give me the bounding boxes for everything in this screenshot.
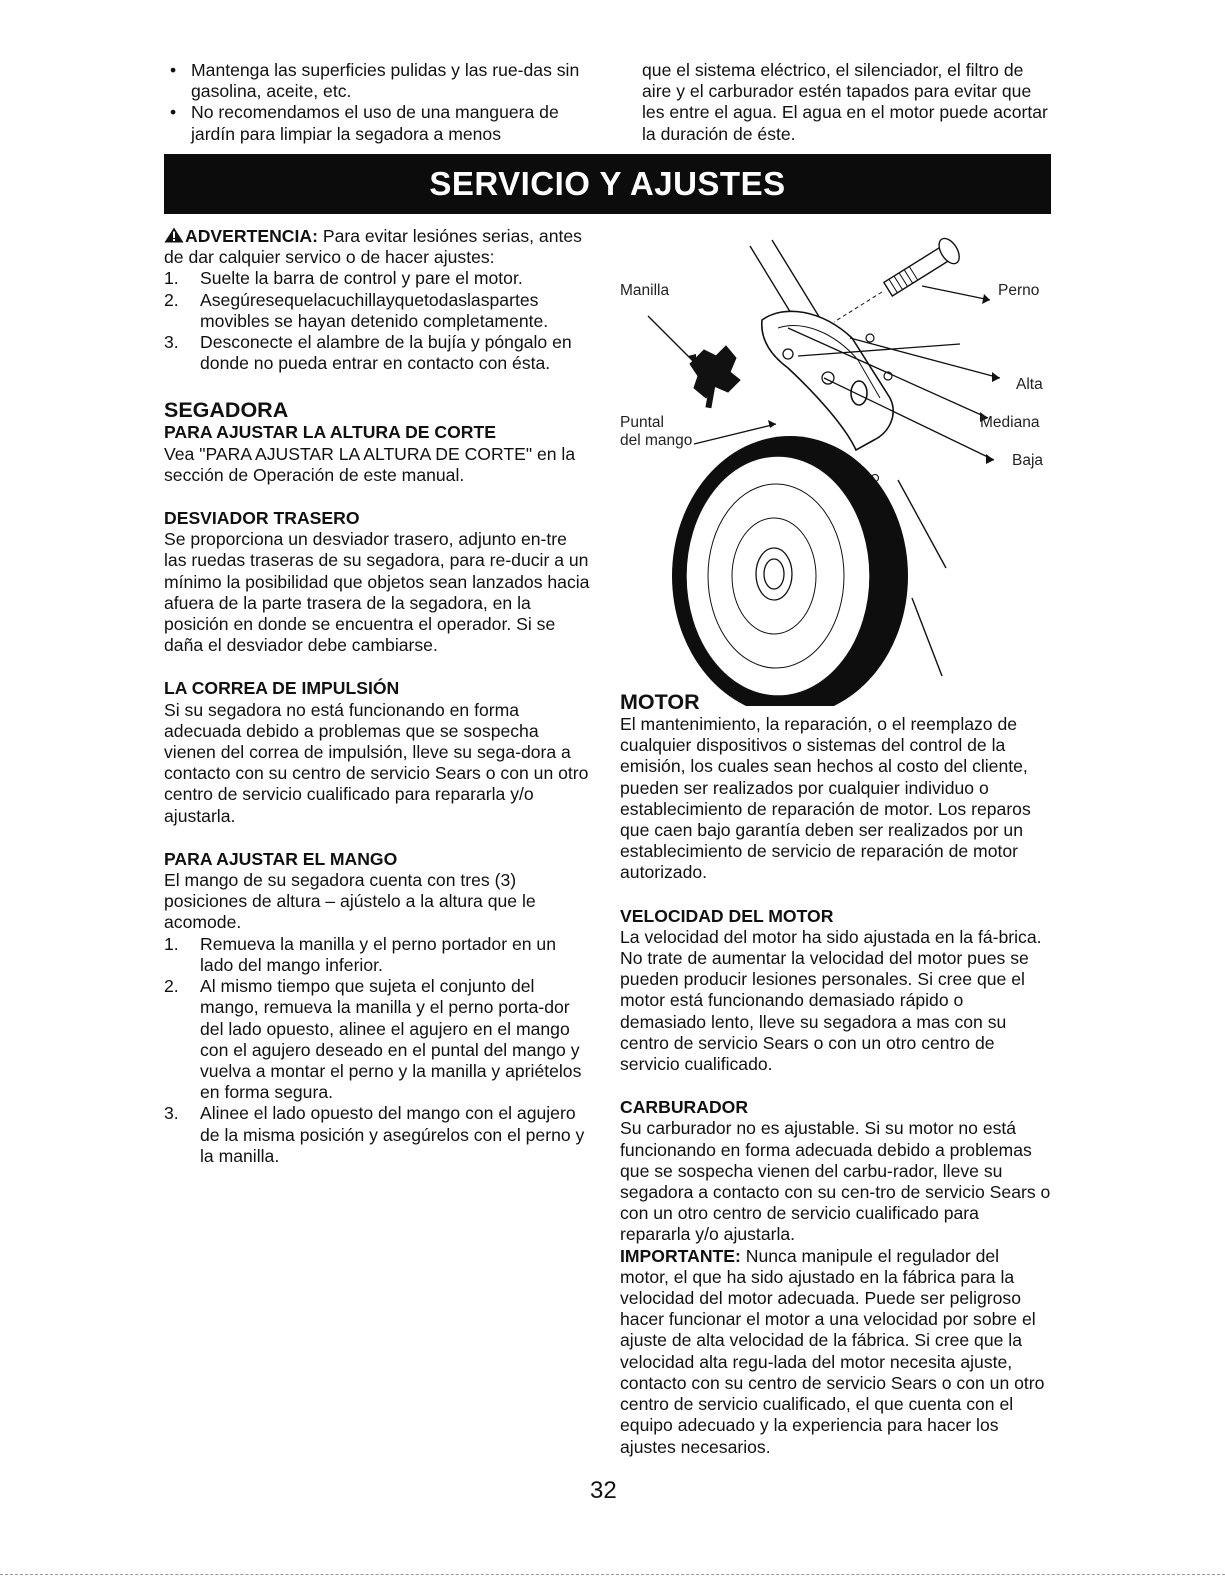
bullet-item: • Mantenga las superficies pulidas y las rue-das sin gasolina, aceite, etc. (164, 60, 584, 102)
desviador-heading: DESVIADOR TRASERO (164, 508, 360, 529)
warning-steps (164, 268, 590, 374)
important-paragraph (620, 1246, 1052, 1458)
left-column (164, 226, 590, 1167)
warning-step (164, 290, 590, 332)
label-baja: Baja (1012, 452, 1044, 469)
label-del-mango: del mango (620, 432, 693, 449)
right-column (620, 690, 1052, 1458)
bullet-item: • No recomendamos el uso de una manguera de jardín para limpiar la segadora a menos (164, 102, 584, 144)
carburador-text: Su carburador no es ajustable. Si su motor no está funcionando en forma adecuada debido a problemas que se sospecha vienen del carbu-rador, lleve su segadora a contacto con su cen-tro de servicio Sears o con un otro centro de servicio cualificado para repararla y/o ajustarla. (620, 1118, 1051, 1245)
step-text: Desconecte el alambre de la bujía y póngalo en donde no pueda entrar en contacto con ésta. (200, 332, 572, 374)
step-number: 1. (164, 268, 179, 289)
mango-step (164, 934, 590, 976)
warning-triangle-icon (164, 227, 184, 243)
warning-step (164, 332, 590, 374)
step-text: Alinee el lado opuesto del mango con el agujero de la misma posición y asegúrelos con el perno y la manilla. (200, 1103, 585, 1166)
warning-step (164, 268, 590, 289)
mango-text: El mango de su segadora cuenta con tres (3) posiciones de altura – ajústelo a la altura que le acomode. (164, 870, 536, 933)
label-mediana: Mediana (980, 414, 1040, 431)
velocidad-text: La velocidad del motor ha sido ajustada en la fá-brica. No trate de aumentar la velocidad del motor pues se pueden producir lesiones personales. Si cree que el motor está funcionando demasiado rápido o demasiado lento, lleve su segadora a mas con su centro de servicio Sears o con un otro centro de servicio cualificado. (620, 926, 1042, 1075)
label-puntal: Puntal (620, 414, 664, 431)
mango-heading: PARA AJUSTAR EL MANGO (164, 848, 398, 869)
label-alta: Alta (1016, 376, 1043, 393)
correa-heading: LA CORREA DE IMPULSIÓN (164, 678, 400, 699)
step-number: 3. (164, 332, 179, 353)
step-text: Al mismo tiempo que sujeta el conjunto del mango, remueva la manilla y el perno porta-dor del lado opuesto, alinee el agujero en el mango con el agujero deseado en el puntal del mango y vuelva a montar el perno y la manilla y apriételos en forma segura. (200, 976, 582, 1103)
step-text: Remueva la manilla y el perno portador en un lado del mango inferior. (200, 933, 556, 975)
velocidad-heading: VELOCIDAD DEL MOTOR (620, 905, 834, 926)
step-text: Suelte la barra de control y pare el motor. (200, 268, 523, 289)
important-label: IMPORTANTE: (620, 1245, 741, 1266)
step-number: 2. (164, 289, 179, 310)
top-bullet-list (164, 60, 584, 145)
correa-text: Si su segadora no está funcionando en forma adecuada debido a problemas que se sospecha vienen del correa de impulsión, lleve su sega-dora a contacto con su centro de servicio Sears o con un otro centro de servicio cualificado para repararla y/o ajustarla. (164, 699, 589, 826)
step-number: 1. (164, 933, 179, 954)
altura-text: Vea "PARA AJUSTAR LA ALTURA DE CORTE" en la sección de Operación de este manual. (164, 443, 576, 485)
motor-text: El mantenimiento, la reparación, o el reemplazo de cualquier dispositivos o sistemas del control de la emisión, los cuales sean hechos al costo del cliente, pueden ser realizados por cualquier individuo o establecimiento de reparación de motor. Los reparos que caen bajo garantía deben ser realizados por un establecimiento de servicio de reparación de motor autorizado. (620, 714, 1031, 883)
important-text: Nunca manipule el regulador del motor, el que ha sido ajustado en la fábrica para la velocidad del motor adecuada. Puede ser peligroso hacer funcionar el motor a una velocidad por sobre el ajuste de alta velocidad de la fábrica. Si cree que la velocidad alta regu-lada del motor necesita ajuste, contacto con su centro de servicio Sears o con un otro centro de servicio cualificado, el que cuenta con el equipo adecuado y la experiencia para hacer los ajustes necesarios. (620, 1245, 1045, 1457)
warning-paragraph (164, 226, 590, 268)
handle-adjustment-figure (612, 228, 1052, 706)
step-number: 2. (164, 976, 179, 997)
mango-step (164, 1103, 590, 1167)
label-manilla: Manilla (620, 282, 670, 299)
mango-steps (164, 934, 590, 1167)
label-perno: Perno (998, 282, 1040, 299)
warning-label: ADVERTENCIA: (185, 226, 318, 246)
top-right-column (642, 60, 1052, 145)
warning-text: Para evitar lesiónes serias, antes de dar calquier servico o de hacer ajustes: (164, 226, 582, 268)
section-banner: SERVICIO Y AJUSTES (164, 154, 1051, 214)
segadora-heading: SEGADORA (164, 398, 289, 423)
top-left-column (164, 60, 584, 145)
motor-heading: MOTOR (620, 690, 700, 714)
bottom-divider (0, 1574, 1225, 1575)
step-number: 3. (164, 1103, 179, 1124)
carburador-heading: CARBURADOR (620, 1097, 749, 1118)
step-text: Asegúresequelacuchillayquetodaslaspartes movibles se hayan detenido completamente. (200, 289, 549, 331)
mango-step (164, 976, 590, 1103)
continuation-paragraph: que el sistema eléctrico, el silenciador, el filtro de aire y el carburador estén tapados para evitar que les entre el agua. El agua en el motor puede acortar la duración de éste. (642, 60, 1048, 144)
desviador-text: Se proporciona un desviador trasero, adjunto en-tre las ruedas traseras de su segadora, para re-ducir a un mínimo la posibilidad que objetos sean lanzados hacia afuera de la parte trasera de la segadora, en la posición en donde se encuentra el operador. Si se daña el desviador debe cambiarse. (164, 529, 590, 656)
page-number: 32 (590, 1477, 617, 1504)
handle-wheel-illustration (612, 228, 1052, 706)
altura-heading: PARA AJUSTAR LA ALTURA DE CORTE (164, 422, 496, 443)
